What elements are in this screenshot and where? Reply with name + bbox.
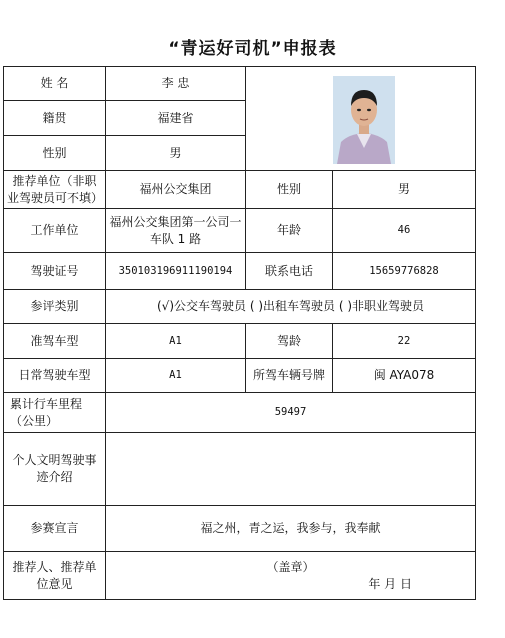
recommender-unit-label: 推荐单位（非职业驾驶员可不填） [4,171,106,209]
daily-vehicle-label: 日常驾驶车型 [4,359,106,393]
photo-cell [246,67,476,171]
recommender-opinion-label: 推荐人、推荐单位意见 [4,552,106,600]
age-label: 年龄 [246,209,333,253]
driving-years-label: 驾龄 [246,324,333,359]
license-no-value: 350103196911190194 [106,253,246,290]
gender-label: 性别 [4,136,106,171]
driving-years-value: 22 [333,324,476,359]
work-unit-label: 工作单位 [4,209,106,253]
daily-vehicle-value: A1 [106,359,246,393]
work-unit-value: 福州公交集团第一公司一车队 1 路 [106,209,246,253]
mileage-value: 59497 [106,393,476,433]
date-text: 年 月 日 [368,576,412,591]
license-no-label: 驾驶证号 [4,253,106,290]
application-form-table [3,66,476,600]
gender2-label: 性别 [246,171,333,209]
license-type-label: 准驾车型 [4,324,106,359]
gender2-value: 男 [333,171,476,209]
recommender-unit-value: 福州公交集团 [106,171,246,209]
category-value: (√)公交车驾驶员 ( )出租车驾驶员 ( )非职业驾驶员 [106,290,476,324]
declaration-label: 参赛宣言 [4,506,106,552]
declaration-value: 福之州，青之运，我参与，我奉献 [106,506,476,552]
phone-label: 联系电话 [246,253,333,290]
seal-text: （盖章） [266,559,315,574]
mileage-label: 累计行车里程（公里） [4,393,106,433]
recommender-opinion-cell [106,552,476,600]
native-place-label: 籍贯 [4,101,106,136]
license-type-value: A1 [106,324,246,359]
native-place-value: 福建省 [106,101,246,136]
category-label: 参评类别 [4,290,106,324]
deeds-label: 个人文明驾驶事迹介绍 [4,433,106,506]
name-value: 李 忠 [106,67,246,101]
plate-value: 闽 AYA078 [333,359,476,393]
name-label: 姓 名 [4,67,106,101]
deeds-value [106,433,476,506]
applicant-photo [333,76,395,164]
plate-label: 所驾车辆号牌 [246,359,333,393]
age-value: 46 [333,209,476,253]
form-title: “青运好司机”申报表 [168,39,337,59]
gender-value: 男 [106,136,246,171]
phone-value: 15659776828 [333,253,476,290]
